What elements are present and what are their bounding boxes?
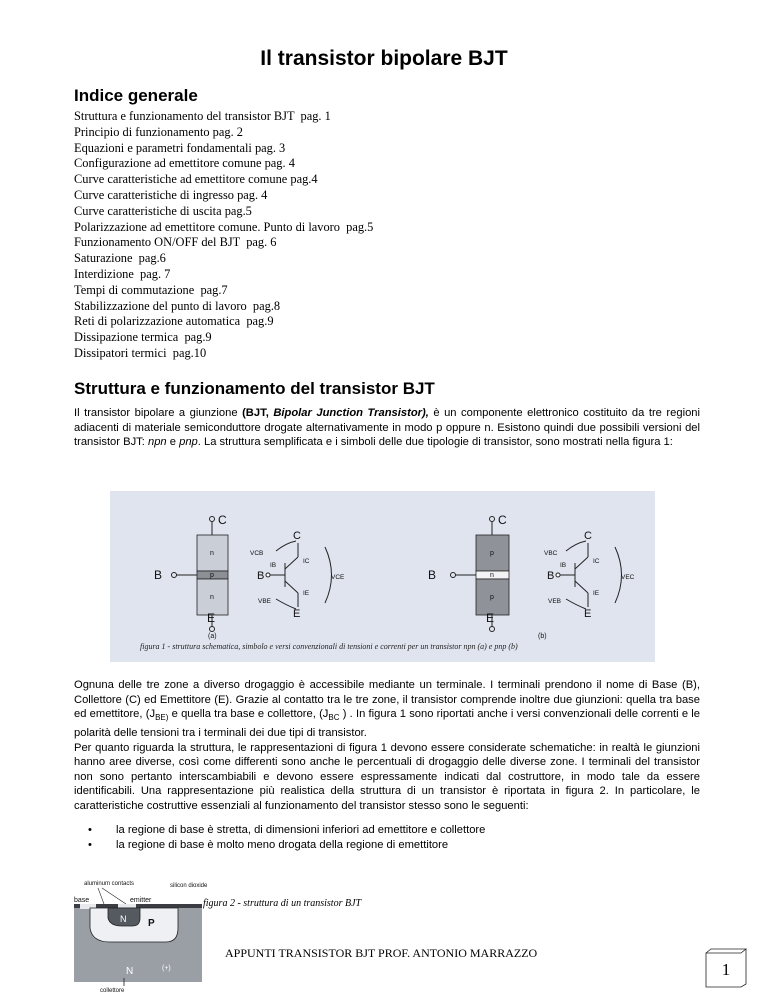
- pnp-vec: VEC: [621, 574, 635, 581]
- section-heading: Struttura e funzionamento del transistor BJT: [74, 379, 435, 398]
- npn-layer-1: n: [210, 550, 214, 557]
- list-item: [88, 838, 485, 853]
- paragraph-terminals: [74, 678, 700, 814]
- list-item-text: la regione di base è stretta, di dimensioni inferiori ad emettitore e collettore: [116, 824, 486, 836]
- pnp-vbc: VBC: [544, 550, 558, 557]
- toc-item[interactable]: Struttura e funzionamento del transistor BJT pag. 1: [74, 109, 331, 123]
- toc-item[interactable]: Saturazione pag.6: [74, 251, 166, 266]
- npn-vcb: VCB: [250, 550, 264, 557]
- toc-item[interactable]: Polarizzazione ad emettitore comune. Punto di lavoro pag.5: [74, 219, 374, 234]
- npn-vbe: VBE: [258, 598, 272, 605]
- npn-ic: IC: [303, 558, 310, 565]
- toc-item[interactable]: Configurazione ad emettitore comune pag. 4: [74, 156, 295, 171]
- npn-term: npn: [147, 436, 167, 449]
- intro-text: Il transistor bipolare a giunzione: [74, 407, 243, 419]
- page-number: 1: [721, 960, 731, 979]
- pnp-layer-3: p: [490, 594, 494, 601]
- fig2-silicon-label: silicon dioxide: [170, 883, 208, 889]
- fig2-contacts-label: aluminum contacts: [84, 881, 135, 887]
- pnp-figure-label: (b): [538, 633, 547, 640]
- pnp-ib: IB: [560, 562, 567, 569]
- toc-item[interactable]: Interdizione pag. 7: [74, 266, 171, 281]
- toc-item[interactable]: Tempi di commutazione pag.7: [74, 282, 228, 297]
- document-title: Il transistor bipolare BJT: [260, 47, 508, 70]
- intro-bold-italic: Bipolar Junction Transistor),: [273, 407, 429, 419]
- fig2-emitter-label: emitter: [130, 897, 152, 904]
- list-item: [88, 823, 485, 838]
- intro-bold: (BJT,: [242, 407, 274, 419]
- fig2-plus-text: (+): [162, 965, 171, 972]
- npn-symbol-c: C: [293, 530, 301, 542]
- fig2-base-label: base: [74, 897, 90, 904]
- npn-figure-label: (a): [208, 633, 217, 640]
- npn-vce: VCE: [331, 574, 345, 581]
- pnp-b-label: B: [428, 568, 437, 582]
- toc-item[interactable]: Funzionamento ON/OFF del BJT pag. 6: [74, 235, 277, 250]
- npn-ie: IE: [303, 590, 310, 597]
- jbe-subscript: BE): [155, 713, 169, 723]
- npn-b-label: B: [154, 568, 163, 582]
- pnp-layer-2: n: [490, 572, 494, 579]
- toc-item[interactable]: Curve caratteristiche di ingresso pag. 4: [74, 187, 268, 202]
- npn-symbol-b: B: [257, 570, 265, 582]
- toc-heading: Indice generale: [74, 86, 198, 105]
- paragraph-structure: Per quanto riguarda la struttura, le rappresentazioni di figura 1 devono essere considerate schematiche: in realtà le giunzioni hanno aree diverse, così come differenti sono anche le percentuali di drogaggio delle diverse zone. I terminali del transistor non sono pertanto interscambiabili e devono essere espressamente indicati dal costruttore, in modo tale da essere identificabili. Una rappresentazione più realistica della struttura di un transistor è riportata in figura 2. In particolare, le caratteristiche costruttive essenziali al funzionamento del transistor stesso sono le seguenti:: [74, 741, 700, 812]
- para-text: e quella tra base e collettore, (J: [168, 708, 329, 721]
- figure-1-background: [110, 491, 655, 662]
- npn-ib: IB: [270, 562, 277, 569]
- toc-item[interactable]: Dissipatori termici pag.10: [74, 345, 207, 360]
- bullet-icon: •: [88, 824, 92, 836]
- pnp-symbol-c: C: [584, 530, 592, 542]
- page-footer: APPUNTI TRANSISTOR BJT PROF. ANTONIO MARRAZZO: [225, 946, 538, 960]
- pnp-e-label: E: [486, 611, 495, 625]
- intro-text: e: [166, 436, 180, 449]
- bullet-list: [88, 823, 485, 853]
- toc-item[interactable]: Curve caratteristiche ad emettitore comune pag.4: [74, 172, 318, 187]
- toc-item[interactable]: Principio di funzionamento pag. 2: [74, 124, 243, 139]
- npn-c-label: C: [218, 513, 227, 527]
- fig2-collector-label: collettore: [100, 988, 125, 994]
- pnp-symbol-b: B: [547, 570, 555, 582]
- pnp-symbol-e: E: [584, 608, 592, 620]
- toc-item[interactable]: Equazioni e parametri fondamentali pag. 3: [74, 140, 286, 155]
- figure-1-caption: figura 1 - struttura schematica, simbolo e versi convenzionali di tensioni e correnti per un transistor npn (a) e pnp (b): [140, 642, 518, 651]
- figure-1: [110, 491, 655, 662]
- figure-2-caption: figura 2 - struttura di un transistor BJT: [203, 898, 362, 909]
- pnp-ie: IE: [593, 590, 600, 597]
- table-of-contents: [74, 109, 373, 362]
- toc-item[interactable]: Dissipazione termica pag.9: [74, 330, 212, 345]
- bullet-icon: •: [88, 839, 92, 851]
- npn-layer-2: p: [210, 572, 214, 579]
- pnp-veb: VEB: [548, 598, 562, 605]
- intro-text: è un componente elettronico costituito da tre regioni adiacenti di materiale semiconduttore drogate alternativamente in modo p oppure n. Esistono quindi due possibili versioni del transistor BJT:: [74, 407, 700, 449]
- intro-paragraph: [74, 406, 700, 450]
- pnp-layer-1: p: [490, 550, 494, 557]
- pnp-c-label: C: [498, 513, 507, 527]
- toc-item[interactable]: Reti di polarizzazione automatica pag.9: [74, 314, 274, 329]
- list-item-text: la regione di base è molto meno drogata della regione di emettitore: [116, 839, 449, 851]
- npn-symbol-e: E: [293, 608, 301, 620]
- figure-2: [74, 880, 208, 994]
- toc-item[interactable]: Curve caratteristiche di uscita pag.5: [74, 203, 252, 218]
- npn-layer-3: n: [210, 594, 214, 601]
- para-text: ) . In figura 1 sono riportati anche i versi convenzionali delle correnti e le polarità delle tensioni tra i terminali dei due tipi di transistor.: [74, 708, 700, 740]
- fig2-p-text: P: [148, 918, 155, 929]
- toc-item[interactable]: Stabilizzazione del punto di lavoro pag.8: [74, 298, 281, 313]
- fig2-nplus-text: N: [120, 914, 127, 924]
- fig2-n-text: N: [126, 966, 134, 977]
- intro-text: . La struttura semplificata e i simboli delle due tipologie di transistor, sono mostrati nella figura 1:: [197, 436, 673, 449]
- pnp-term: pnp: [179, 436, 198, 449]
- pnp-ic: IC: [593, 558, 600, 565]
- jbc-subscript: BC: [328, 713, 340, 723]
- para-text: Ognuna delle tre zone a diverso drogaggio è accessibile mediante un terminale. I terminali prendono il nome di Base (B), Collettore (C) ed Emettitore (E). Grazie al contatto tra le tre zone, il transistor comprende inoltre due giunzioni: quella tra base ed emettitore, (J: [74, 679, 700, 721]
- npn-e-label: E: [207, 611, 216, 625]
